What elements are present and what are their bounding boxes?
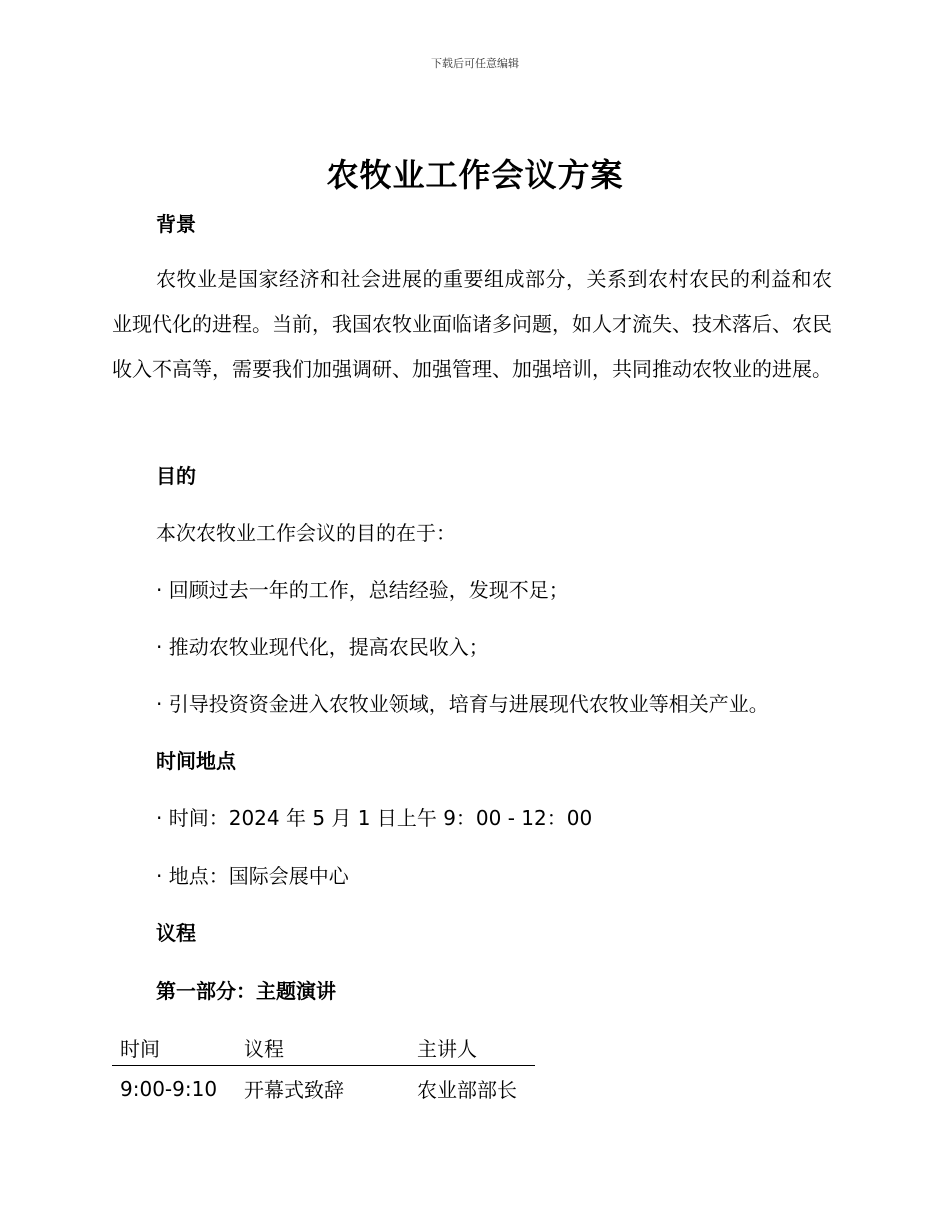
place-line: · 地点：国际会展中心 xyxy=(156,864,349,888)
section-heading-agenda: 议程 xyxy=(156,921,196,945)
purpose-item-1: · 回顾过去一年的工作，总结经验，发现不足； xyxy=(156,578,569,602)
agenda-table xyxy=(112,1030,535,1107)
section-heading-background: 背景 xyxy=(156,212,196,236)
time-line: · 时间：2024 年 5 月 1 日上午 9：00 - 12：00 xyxy=(156,806,593,830)
table-header-time: 时间 xyxy=(112,1030,236,1066)
purpose-intro: 本次农牧业工作会议的目的在于： xyxy=(156,521,456,545)
document-title: 农牧业工作会议方案 xyxy=(326,156,624,194)
purpose-item-2: · 推动农牧业现代化，提高农民收入； xyxy=(156,635,489,659)
section-heading-time-place: 时间地点 xyxy=(156,749,236,773)
section-heading-purpose: 目的 xyxy=(156,464,196,488)
table-header-speaker: 主讲人 xyxy=(409,1030,535,1066)
table-cell-speaker: 农业部部长 xyxy=(417,1078,517,1102)
purpose-item-3: · 引导投资资金进入农牧业领域，培育与进展现代农牧业等相关产业。 xyxy=(156,692,769,716)
page-header-note: 下载后可任意编辑 xyxy=(431,57,519,70)
table-cell-time: 9:00-9:10 xyxy=(120,1076,218,1101)
agenda-part1-heading: 第一部分：主题演讲 xyxy=(156,979,336,1003)
table-row xyxy=(112,1066,535,1108)
table-header-row xyxy=(112,1030,535,1066)
table-header-item: 议程 xyxy=(236,1030,409,1066)
table-cell-item: 开幕式致辞 xyxy=(244,1078,344,1102)
background-paragraph: 农牧业是国家经济和社会进展的重要组成部分，关系到农村农民的利益和农业现代化的进程。当前，我国农牧业面临诸多问题，如人才流失、技术落后、农民收入不高等，需要我们加强调研、加强管理、加强培训，共同推动农牧业的进展。 xyxy=(112,267,832,381)
